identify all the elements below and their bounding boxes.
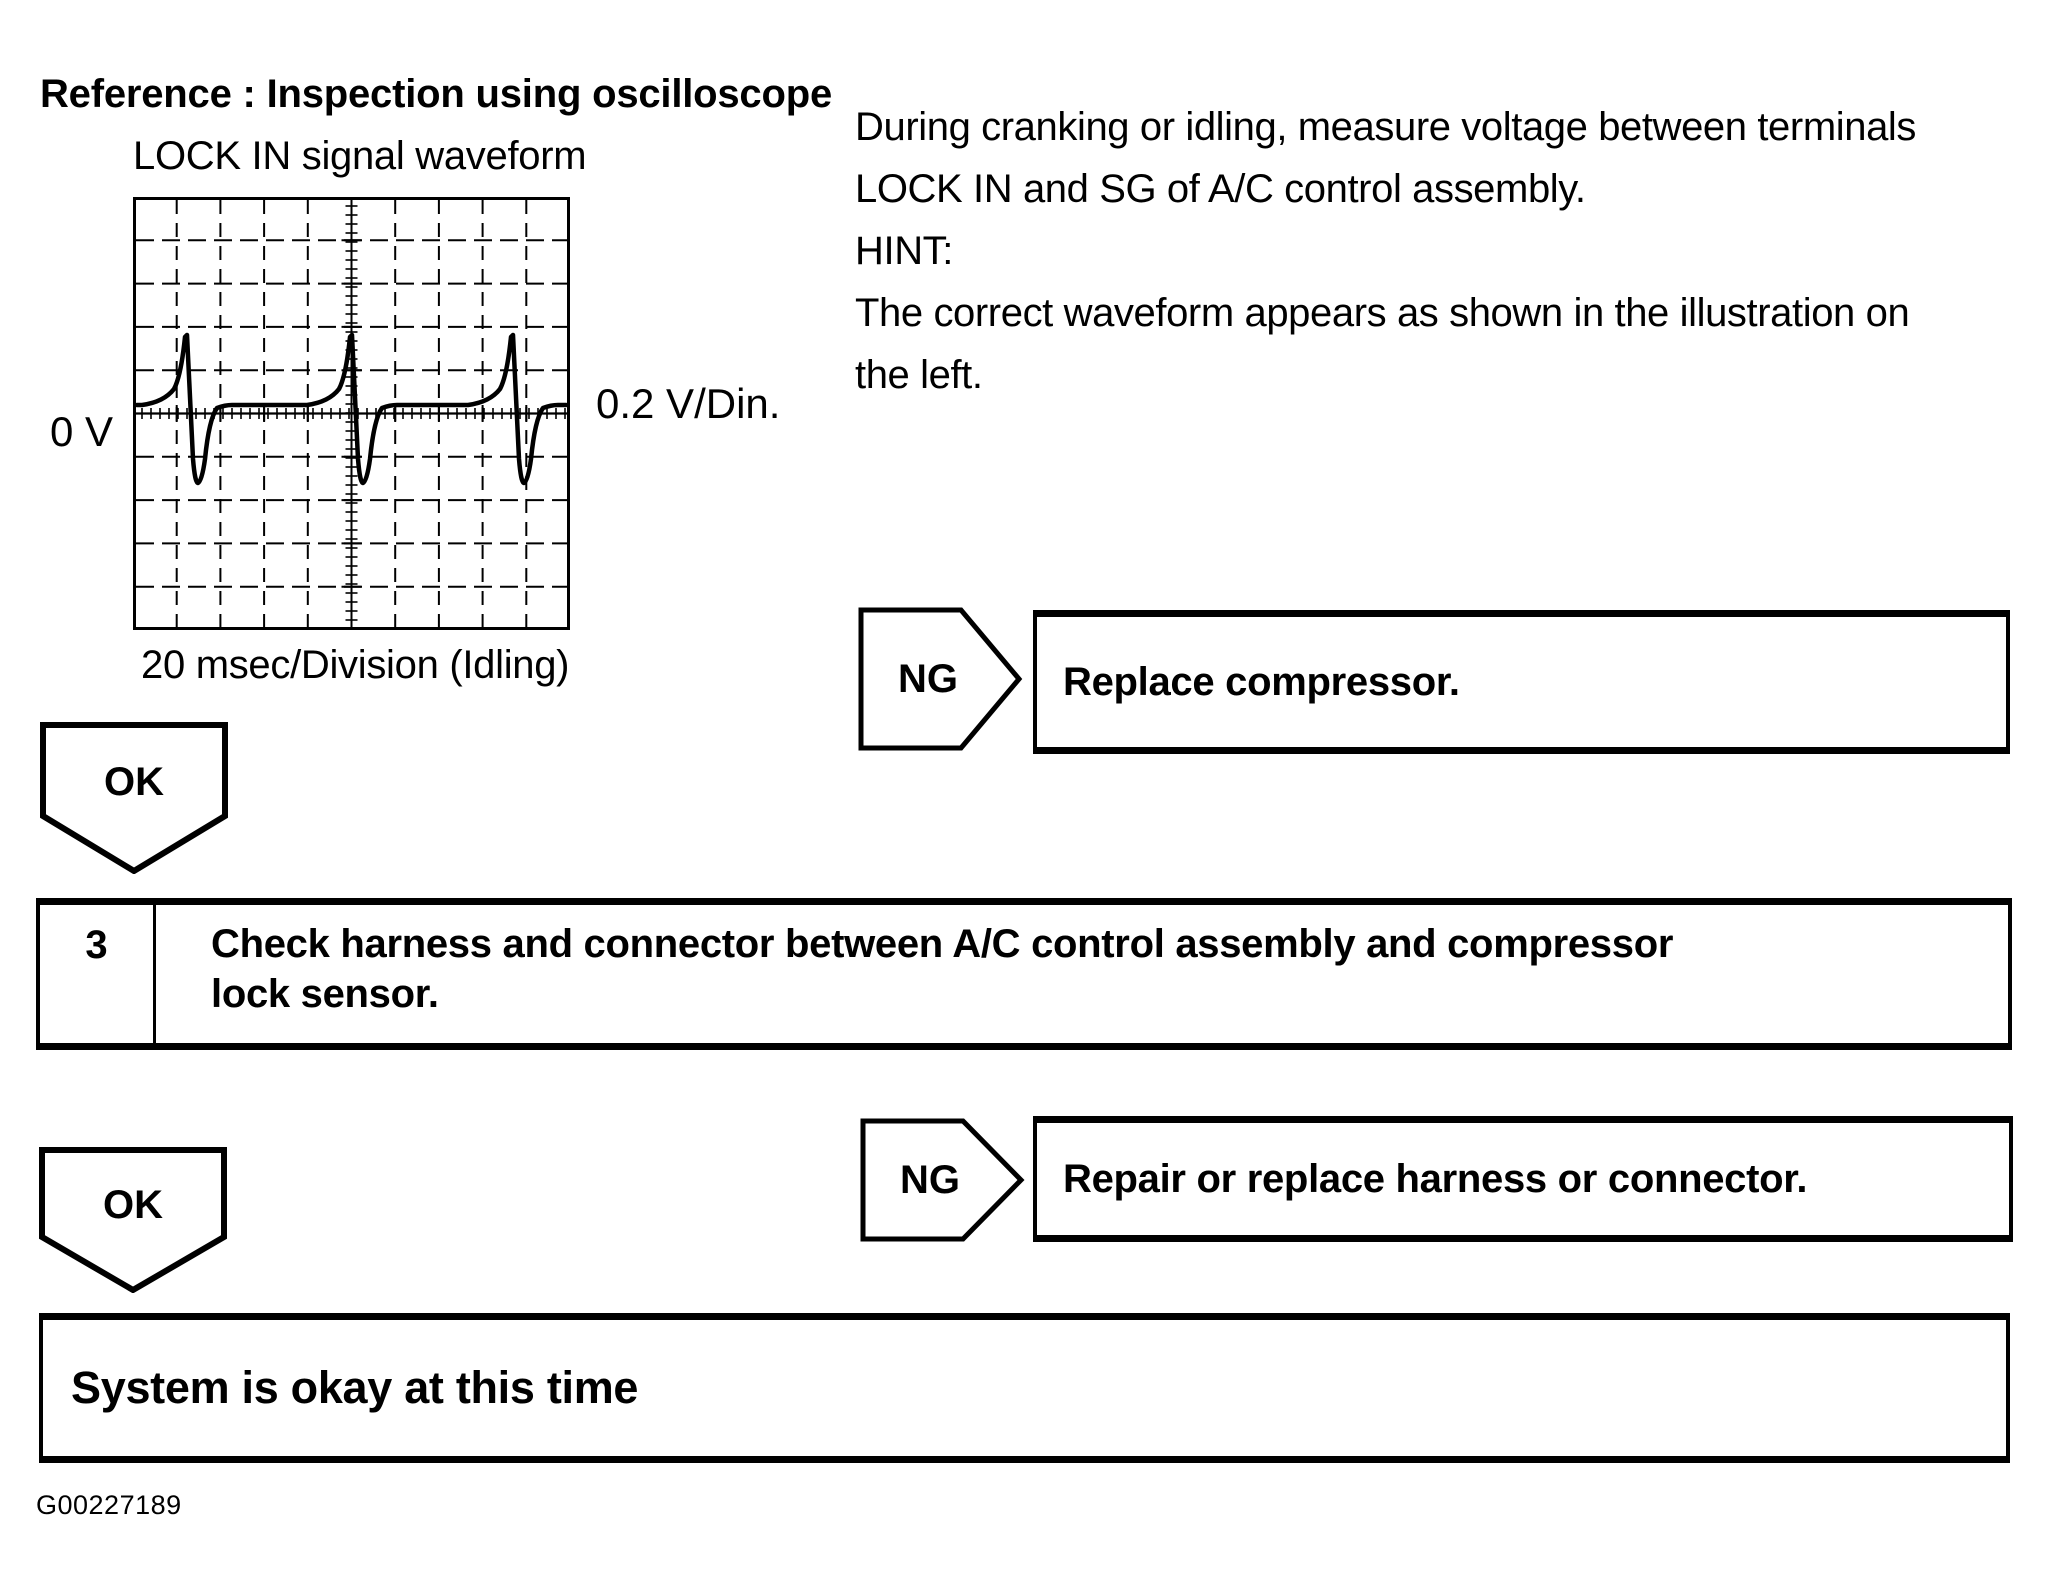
step-description-line: Check harness and connector between A/C control assembly and compressor <box>211 922 1674 966</box>
oscilloscope-illustration <box>133 197 570 630</box>
result-box-system-okay: System is okay at this time <box>39 1313 2010 1463</box>
ng-label: NG <box>898 656 958 701</box>
instruction-text <box>855 96 2045 406</box>
scope-time-per-division-label: 20 msec/Division (Idling) <box>141 643 570 687</box>
step-number: 3 <box>40 905 156 1043</box>
ng-label: NG <box>900 1157 960 1202</box>
instruction-line: The correct waveform appears as shown in the illustration on <box>855 291 1910 335</box>
scope-volts-per-division-label: 0.2 V/Din. <box>596 380 781 427</box>
action-box-repair-harness: Repair or replace harness or connector. <box>1033 1116 2013 1242</box>
figure-code: G00227189 <box>36 1490 182 1520</box>
ok-arrow-2 <box>39 1147 227 1293</box>
scope-caption: LOCK IN signal waveform <box>133 134 587 178</box>
ng-arrow-1 <box>858 607 1023 751</box>
instruction-line: the left. <box>855 353 983 397</box>
ok-label: OK <box>104 760 164 805</box>
ok-arrow-1 <box>40 722 228 874</box>
instruction-line: LOCK IN and SG of A/C control assembly. <box>855 167 1586 211</box>
instruction-line: HINT: <box>855 229 954 273</box>
action-box-replace-compressor: Replace compressor. <box>1033 610 2010 754</box>
ok-label: OK <box>103 1182 163 1227</box>
oscilloscope-screen <box>133 197 570 630</box>
ng-arrow-2 <box>860 1118 1025 1242</box>
step-description <box>156 905 2008 1043</box>
step-box-3 <box>36 898 2012 1050</box>
step-description-line: lock sensor. <box>211 972 439 1016</box>
scope-zero-volt-label: 0 V <box>50 408 114 455</box>
instruction-line: During cranking or idling, measure voltage between terminals <box>855 105 1917 149</box>
page-title: Reference : Inspection using oscilloscope <box>40 72 832 116</box>
